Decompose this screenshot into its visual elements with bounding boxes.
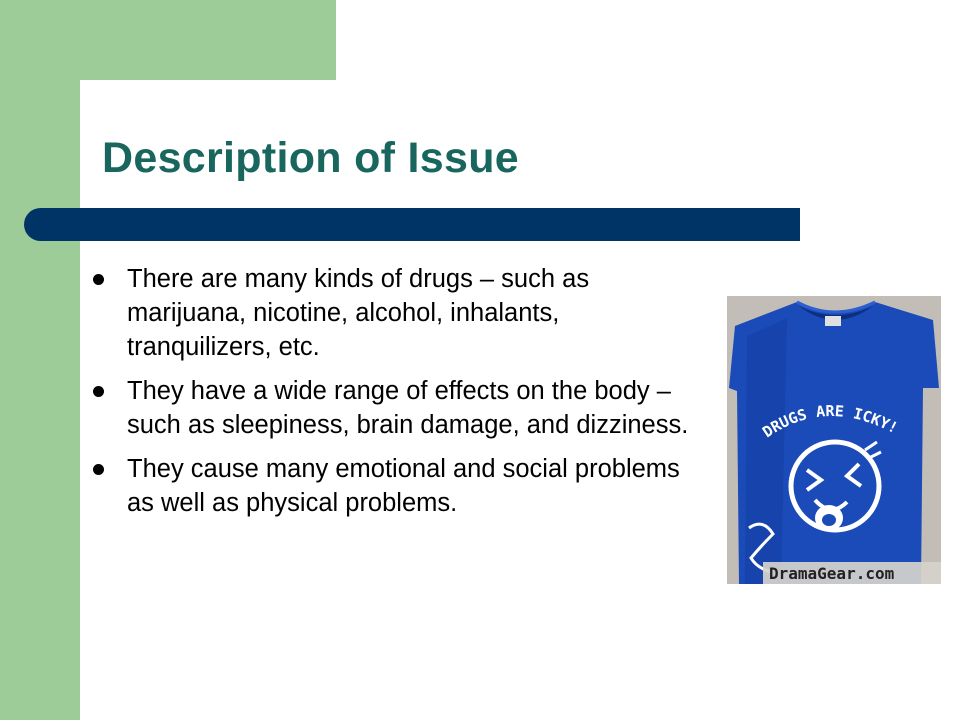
bullet-item — [90, 452, 710, 520]
tshirt-photo — [727, 296, 941, 584]
bullet-dot-icon — [93, 386, 104, 397]
green-side-strip — [0, 0, 80, 720]
shirt-slogan: DRUGS ARE ICKY! — [759, 402, 901, 442]
bullet-dot-icon — [93, 464, 104, 475]
bullet-item — [90, 262, 710, 364]
bullet-item — [90, 374, 710, 442]
bullet-text: There are many kinds of drugs – such as marijuana, nicotine, alcohol, inhalants, tranquilizers, etc. — [127, 265, 590, 361]
bullet-text: They have a wide range of effects on the body – such as sleepiness, brain damage, and dizziness. — [127, 377, 689, 439]
bullet-dot-icon — [93, 274, 104, 285]
bullet-text: They cause many emotional and social problems as well as physical problems. — [127, 455, 680, 517]
title-underline-bar — [24, 208, 800, 241]
green-top-block — [0, 0, 336, 80]
bullet-list — [90, 262, 710, 530]
watermark-text: DramaGear.com — [769, 564, 895, 583]
slide-title: Description of Issue — [102, 134, 519, 182]
